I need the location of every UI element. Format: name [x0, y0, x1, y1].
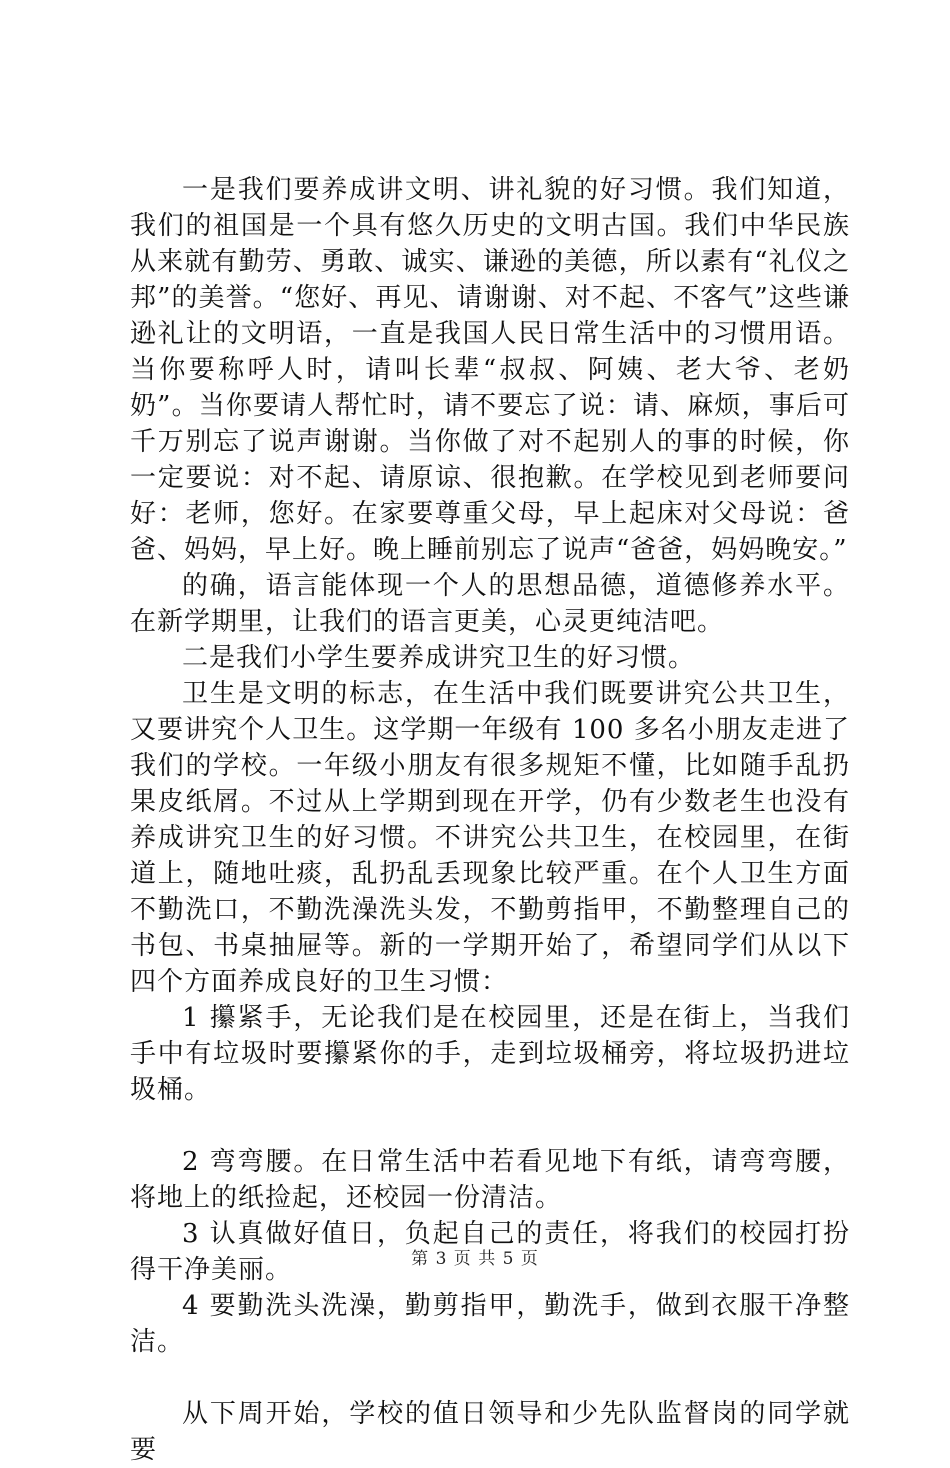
paragraph-language: 的确，语言能体现一个人的思想品德，道德修养水平。在新学期里，让我们的语言更美，心灵更纯洁吧。: [130, 571, 850, 637]
paragraph-civility: 一是我们要养成讲文明、讲礼貌的好习惯。我们知道，我们的祖国是一个具有悠久历史的文明古国。我们中华民族从来就有勤劳、勇敢、诚实、谦逊的美德，所以素有“礼仪之邦”的美誉。“您好、再见、请谢谢、对不起、不客气”这些谦逊礼让的文明语，一直是我国人民日常生活中的习惯用语。当你要称呼人时，请叫长辈“叔叔、阿姨、老大爷、老奶奶”。当你要请人帮忙时，请不要忘了说：请、麻烦，事后可千万别忘了说声谢谢。当你做了对不起别人的事的时候，你一定要说：对不起、请原谅、很抱歉。在学校见到老师要问好：老师，您好。在家要尊重父母，早上起床对父母说：爸爸、妈妈，早上好。晚上睡前别忘了说声“爸爸，妈妈晚安。”: [130, 175, 850, 565]
page-number-footer: 第 3 页 共 5 页: [411, 1249, 539, 1269]
paragraph-hygiene: 卫生是文明的标志，在生活中我们既要讲究公共卫生，又要讲究个人卫生。这学期一年级有 100 多名小朋友走进了我们的学校。一年级小朋友有很多规矩不懂，比如随手乱扔果皮纸屑。不过从上学期到现在开学，仍有少数老生也没有养成讲究卫生的好习惯。不讲究公共卫生，在校园里，在街道上，随地吐痰，乱扔乱丢现象比较严重。在个人卫生方面不勤洗口，不勤洗澡洗头发，不勤剪指甲，不勤整理自己的书包、书桌抽屉等。新的一学期开始了，希望同学们从以下四个方面养成良好的卫生习惯：: [130, 679, 850, 997]
paragraph-item-1: 1 攥紧手，无论我们是在校园里，还是在街上，当我们手中有垃圾时要攥紧你的手，走到垃圾桶旁，将垃圾扔进垃圾桶。: [130, 1003, 850, 1105]
paragraph-next-week: 从下周开始，学校的值日领导和少先队监督岗的同学就要: [130, 1399, 850, 1465]
paragraph-item-4: 4 要勤洗头洗澡，勤剪指甲，勤洗手，做到衣服干净整洁。: [130, 1291, 850, 1357]
document-body: [130, 172, 850, 1468]
paragraph-item-2: 2 弯弯腰。在日常生活中若看见地下有纸，请弯弯腰，将地上的纸捡起，还校园一份清洁。: [130, 1147, 850, 1213]
blank-line: [130, 1108, 850, 1144]
paragraph-item-3: 3 认真做好值日，负起自己的责任，将我们的校园打扮得干净美丽。: [130, 1219, 850, 1285]
paragraph-hygiene-heading: 二是我们小学生要养成讲究卫生的好习惯。: [182, 643, 696, 673]
blank-line: [130, 1360, 850, 1396]
